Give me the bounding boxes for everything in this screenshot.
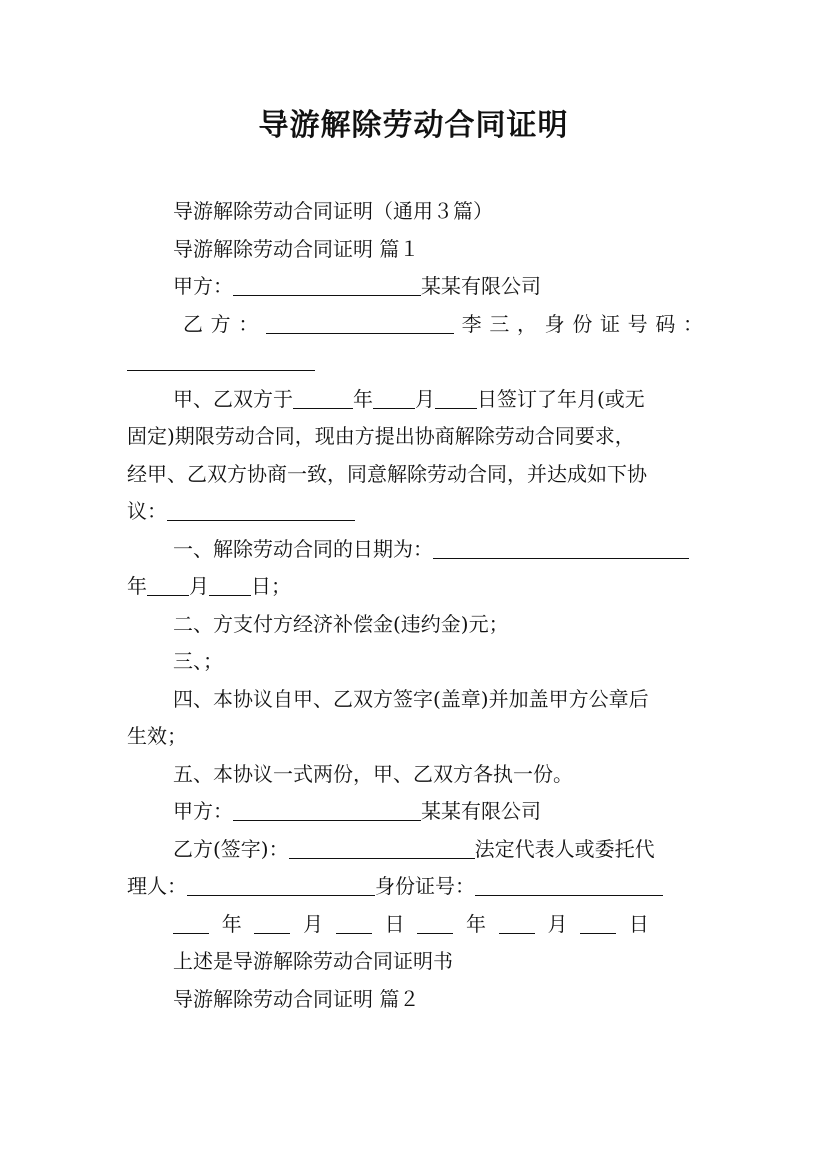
- party-b-line: [127, 306, 703, 344]
- year-label: 年: [221, 911, 242, 936]
- agent-label: 理人：: [127, 874, 187, 898]
- day-blank: [580, 911, 616, 934]
- month-label: 月: [415, 386, 435, 411]
- document-body: [127, 193, 703, 1018]
- year-blank: [417, 911, 453, 934]
- item1-line2: [127, 568, 703, 606]
- sign-b-line: [127, 831, 703, 869]
- month-label: 月: [189, 574, 209, 598]
- signature-blank: [233, 273, 421, 296]
- party-b-id-label: 身份证号码：: [544, 311, 704, 336]
- para1-text: 甲、乙双方于: [173, 386, 293, 411]
- month-blank: [254, 911, 290, 934]
- sign-b-label: 乙方(签字)：: [173, 836, 289, 861]
- month-label: 月: [547, 911, 568, 936]
- signature-blank: [289, 836, 475, 859]
- party-a-label: 甲方：: [173, 274, 233, 298]
- closing-line: 上述是导游解除劳动合同证明书: [173, 949, 453, 973]
- month-blank: [499, 911, 535, 934]
- item1-text: 一、解除劳动合同的日期为：: [173, 536, 433, 561]
- year-label: 年: [353, 386, 373, 411]
- day-blank: [209, 573, 251, 596]
- sign-a-label: 甲方：: [173, 799, 233, 823]
- party-b-label: 乙方：: [183, 311, 266, 336]
- date-line: [127, 906, 703, 944]
- day-blank: [435, 386, 477, 409]
- section-heading-2: 导游解除劳动合同证明 篇２: [173, 986, 420, 1011]
- month-blank: [147, 573, 189, 596]
- page-title: 导游解除劳动合同证明: [258, 108, 569, 143]
- year-blank: [293, 386, 353, 409]
- id-blank: [475, 873, 663, 896]
- para1-line4: [127, 493, 703, 531]
- year-label: 年: [466, 911, 487, 936]
- name-blank: [266, 311, 454, 334]
- year-label: 年: [127, 574, 147, 598]
- day-blank: [336, 911, 372, 934]
- party-b-name: 李三，: [454, 311, 545, 336]
- party-a-company: 某某有限公司: [421, 274, 541, 298]
- sign-a-company: 某某有限公司: [421, 799, 541, 823]
- agree-blank: [167, 498, 355, 521]
- item4-line2: 生效；: [127, 724, 187, 748]
- id-blank: [127, 348, 315, 371]
- month-blank: [373, 386, 415, 409]
- sign-b-rep: 法定代表人或委托代: [474, 836, 655, 861]
- para1-text-end: 日签订了年月(或无: [477, 386, 645, 411]
- para1-agree-label: 议：: [127, 499, 167, 523]
- date-blank: [433, 536, 689, 559]
- year-blank: [173, 911, 209, 934]
- day-label: 日: [384, 911, 405, 936]
- para1-line1: [127, 381, 703, 419]
- party-a-line: [127, 268, 703, 306]
- id-label: 身份证号：: [375, 874, 475, 898]
- item1-line1: [127, 531, 703, 569]
- subtitle: 导游解除劳动合同证明（通用３篇）: [173, 199, 493, 223]
- day-label: 日；: [251, 574, 291, 598]
- month-label: 月: [303, 911, 324, 936]
- section-heading-1: 导游解除劳动合同证明 篇１: [173, 236, 420, 261]
- item5: 五、本协议一式两份，甲、乙双方各执一份。: [173, 761, 573, 786]
- para1-line2: 固定)期限劳动合同，现由方提出协商解除劳动合同要求，: [127, 424, 635, 448]
- sign-b-line2: [127, 868, 703, 906]
- agent-blank: [187, 873, 375, 896]
- item4-line1: 四、本协议自甲、乙双方签字(盖章)并加盖甲方公章后: [173, 686, 649, 711]
- party-b-id-line: [127, 343, 703, 381]
- day-label: 日: [628, 911, 649, 936]
- item3: 三、；: [173, 649, 223, 673]
- para1-line3: 经甲、乙双方协商一致，同意解除劳动合同，并达成如下协: [127, 461, 647, 486]
- sign-a-line: [127, 793, 703, 831]
- signature-blank: [233, 798, 421, 821]
- item2: 二、方支付方经济补偿金(违约金)元；: [173, 611, 509, 636]
